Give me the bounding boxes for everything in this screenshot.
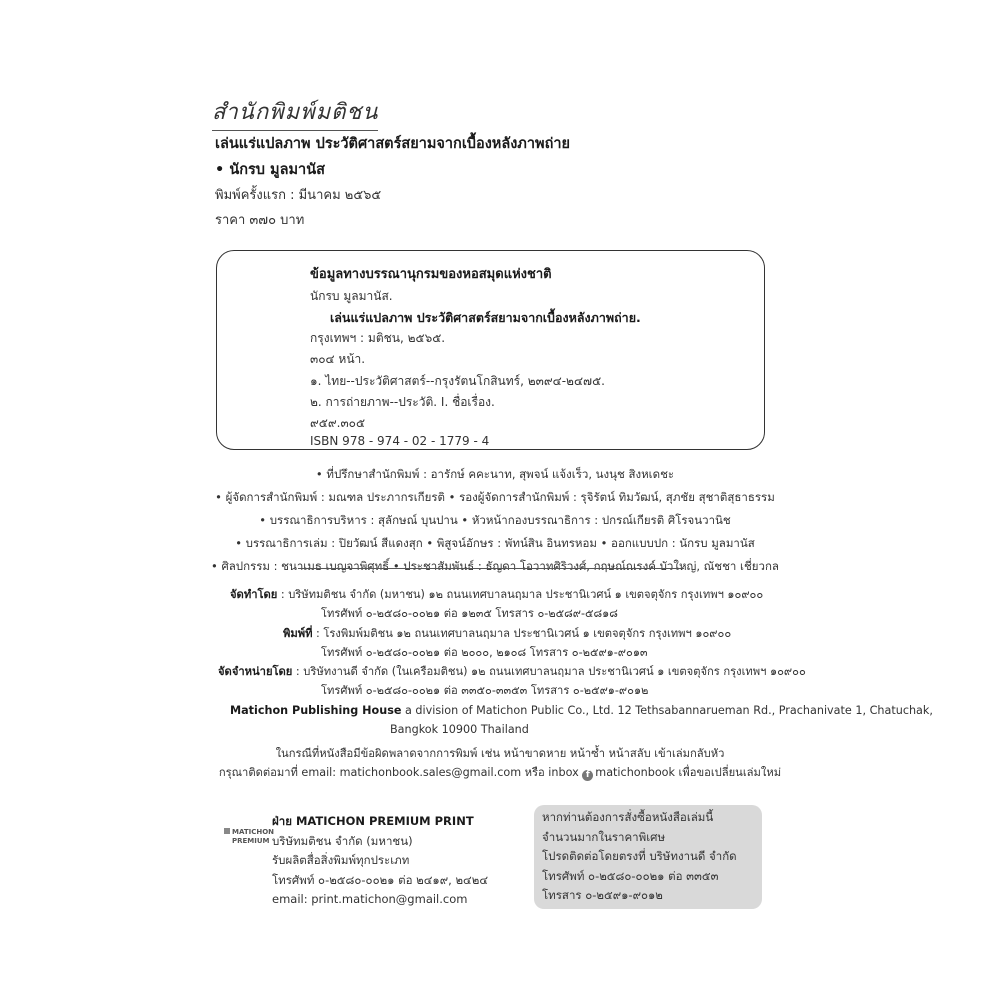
publisher-logo: สำนักพิมพ์มติชน <box>212 94 378 131</box>
cip-author: นักรบ มูลมานัส. <box>310 289 393 303</box>
cip-title: เล่นแร่แปลภาพ ประวัติศาสตร์สยามจากเบื้องหลังภาพถ่าย. <box>330 310 641 325</box>
notice-line-1: ในกรณีที่หนังสือมีข้อผิดพลาดจากการพิมพ์ เช่น หน้าขาดหาย หน้าซ้ำ หน้าสลับ เข้าเล่มกลับหัว <box>275 747 725 760</box>
print-title: ฝ่าย MATICHON PREMIUM PRINT <box>272 814 474 828</box>
printed-phone: โทรศัพท์ ๐-๒๕๘๐-๐๐๒๑ ต่อ ๒๐๐๐, ๒๑๐๘ โทรสาร ๐-๒๕๙๑-๙๐๑๓ <box>321 645 648 659</box>
dist-phone: โทรศัพท์ ๐-๒๕๘๐-๐๐๒๑ ต่อ ๓๓๕๐-๓๓๕๓ โทรสาร ๐-๒๕๙๑-๙๐๑๒ <box>321 684 649 698</box>
credit-line: • ศิลปกรรม : ชนาเมธ เบญจาพิศุทธิ์ • ประชาสัมพันธ์ : ธัญดา โอวาทศิริวงศ์, กฤษณ์ณรงค์ บัวใหญ่, ณัชชา เชี่ยวกล <box>211 559 779 573</box>
produced-phone: โทรศัพท์ ๐-๒๕๘๐-๐๐๒๑ ต่อ ๑๒๓๕ โทรสาร ๐-๒๕๘๙-๕๘๑๘ <box>321 607 618 621</box>
credit-line: • บรรณาธิการบริหาร : สุลักษณ์ บุนปาน • หัวหน้ากองบรรณาธิการ : ปกรณ์เกียรติ ศิโรจนวานิช <box>259 513 731 527</box>
print-company: บริษัทมติชน จำกัด (มหาชน) <box>272 833 413 848</box>
bulk-order-text <box>542 808 737 906</box>
printed-text: : โรงพิมพ์มติชน ๑๒ ถนนเทศบาลนฤมาล ประชานิเวศน์ ๑ เขตจตุจักร กรุงเทพฯ ๑๐๙๐๐ <box>312 626 732 640</box>
produced-text: : บริษัทมติชน จำกัด (มหาชน) ๑๒ ถนนเทศบาลนฤมาล ประชานิเวศน์ ๑ เขตจตุจักร กรุงเทพฯ ๑๐๙๐๐ <box>277 588 764 601</box>
logo-text: PREMIUM <box>232 837 270 845</box>
premium-print-info <box>272 812 488 910</box>
facebook-handle-link[interactable]: matichonbook <box>595 766 675 779</box>
cip-pages: ๓๐๔ หน้า. <box>310 352 366 366</box>
printed-label: พิมพ์ที่ <box>283 626 313 640</box>
cip-classification: ๙๕๙.๓๐๕ <box>310 416 366 430</box>
en-text-2: Bangkok 10900 Thailand <box>390 723 529 737</box>
book-title: เล่นแร่แปลภาพ ประวัติศาสตร์สยามจากเบื้องหลังภาพถ่าย <box>215 136 570 152</box>
cip-isbn: ISBN 978 - 974 - 02 - 1779 - 4 <box>310 434 490 448</box>
misprint-notice <box>200 744 800 782</box>
logo-text: MATICHON <box>232 828 275 836</box>
print-phone: โทรศัพท์ ๐-๒๕๘๐-๐๐๒๑ ต่อ ๒๔๑๙, ๒๔๒๔ <box>272 872 489 887</box>
publisher-info <box>200 585 933 739</box>
credit-line: • ที่ปรึกษาสำนักพิมพ์ : อารักษ์ คคะนาท, สุพจน์ แจ้งเร็ว, นงนุช สิงหเดชะ <box>315 467 675 481</box>
print-email[interactable]: email: print.matichon@gmail.com <box>272 892 468 906</box>
order-line: จำนวนมากในราคาพิเศษ <box>542 829 666 844</box>
en-label: Matichon Publishing House <box>230 703 402 717</box>
order-line: โทรศัพท์ ๐-๒๕๘๐-๐๐๒๑ ต่อ ๓๓๕๓ <box>542 868 719 883</box>
notice-text: หรือ inbox <box>521 766 583 779</box>
credit-line: • ผู้จัดการสำนักพิมพ์ : มณฑล ประภากรเกียรติ • รองผู้จัดการสำนักพิมพ์ : รุจิรัตน์ ทิมวัฒน์, สุภชัย สุชาติสุธาธรรม <box>215 490 775 504</box>
facebook-icon: f <box>582 770 593 781</box>
matichon-premium-logo <box>224 828 278 846</box>
book-author: • นักรบ มูลมานัส <box>215 162 325 178</box>
notice-text: กรุณาติดต่อมาที่ email: <box>218 766 340 779</box>
divider <box>298 568 684 569</box>
credits-block <box>200 463 790 578</box>
sales-email-link[interactable]: matichonbook.sales@gmail.com <box>339 766 522 779</box>
notice-text: เพื่อขอเปลี่ยนเล่มใหม่ <box>675 766 782 779</box>
price-info: ราคา ๓๗๐ บาท <box>215 213 305 228</box>
credit-line: • บรรณาธิการเล่ม : ปิยวัฒน์ สีแดงสุก • พิสูจน์อักษร : พัทน์สิน อินทรหอม • ออกแบบปก : นักรบ มูลมานัส <box>235 536 755 550</box>
cip-subject-2: ๒. การถ่ายภาพ--ประวัติ. I. ชื่อเรื่อง. <box>310 395 495 409</box>
order-line: โปรดติดต่อโดยตรงที่ บริษัทงานดี จำกัด <box>542 849 737 863</box>
produced-label: จัดทำโดย <box>230 588 278 601</box>
en-text: a division of Matichon Public Co., Ltd. 12 Tethsabannarueman Rd., Prachanivate 1, Chatuchak, <box>401 703 933 717</box>
cip-imprint: กรุงเทพฯ : มติชน, ๒๕๖๕. <box>310 331 446 345</box>
cip-heading: ข้อมูลทางบรรณานุกรมของหอสมุดแห่งชาติ <box>310 267 552 282</box>
dist-text: : บริษัทงานดี จำกัด (ในเครือมติชน) ๑๒ ถนนเทศบาลนฤมาล ประชานิเวศน์ ๑ เขตจตุจักร กรุงเทพฯ ๑๐๙๐๐ <box>292 665 806 679</box>
logo-square-icon <box>224 828 230 834</box>
order-line: หากท่านต้องการสั่งซื้อหนังสือเล่มนี้ <box>542 810 714 824</box>
cip-subject-1: ๑. ไทย--ประวัติศาสตร์--กรุงรัตนโกสินทร์, ๒๓๙๔-๒๔๗๕. <box>310 374 605 388</box>
dist-label: จัดจำหน่ายโดย <box>218 665 293 679</box>
print-service: รับผลิตสื่อสิ่งพิมพ์ทุกประเภท <box>272 853 410 867</box>
edition-info: พิมพ์ครั้งแรก : มีนาคม ๒๕๖๕ <box>215 188 382 203</box>
order-line: โทรสาร ๐-๒๕๙๑-๙๐๑๒ <box>542 888 663 902</box>
